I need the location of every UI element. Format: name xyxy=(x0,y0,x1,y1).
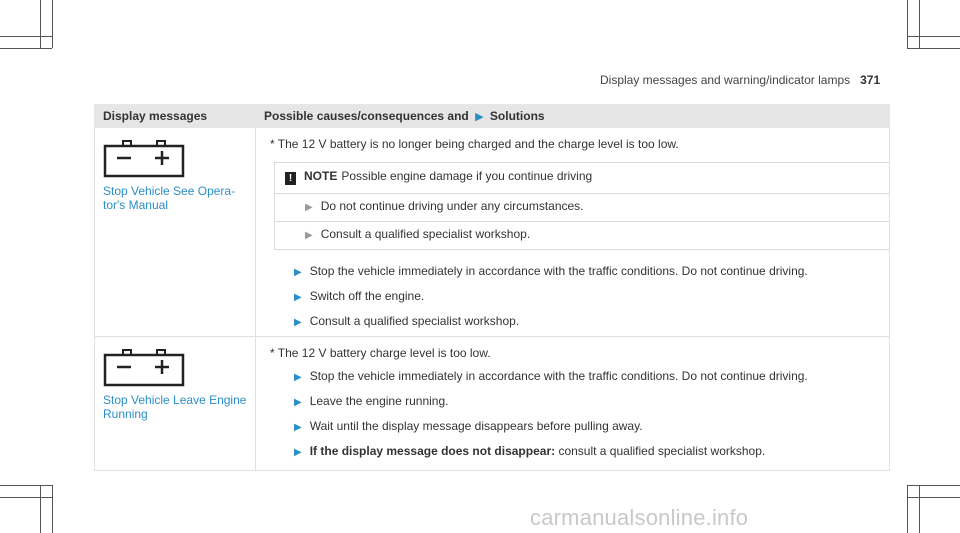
list-item xyxy=(294,444,881,460)
list-item xyxy=(294,394,881,410)
watermark: carmanualsonline.info xyxy=(530,505,749,530)
note-item-text: Consult a qualified specialist workshop. xyxy=(320,227,531,241)
display-message-label: Stop Vehicle Leave Engine Running xyxy=(103,393,247,421)
list-item xyxy=(294,369,881,385)
crop-mark xyxy=(907,36,960,37)
crop-mark xyxy=(907,485,908,533)
note-item-text: Do not continue driving under any circumstances. xyxy=(320,199,584,213)
arrow-right-icon: ▶ xyxy=(475,111,484,123)
table-row xyxy=(95,337,890,471)
list-item xyxy=(275,222,889,249)
list-item xyxy=(294,264,881,280)
arrow-right-icon: ▶ xyxy=(305,230,313,241)
crop-mark xyxy=(907,0,908,48)
note-box xyxy=(274,162,890,250)
solutions-cell xyxy=(256,337,890,471)
crop-mark xyxy=(0,48,52,49)
step-text: Stop the vehicle immediately in accordance with the traffic conditions. Do not continue driving. xyxy=(309,369,808,383)
list-item xyxy=(294,289,881,305)
step-text: Consult a qualified specialist workshop. xyxy=(309,314,520,328)
arrow-right-icon: ▶ xyxy=(305,202,313,213)
column-header-display-messages: Display messages xyxy=(95,105,256,128)
step-text: Switch off the engine. xyxy=(309,289,425,303)
display-message-cell xyxy=(95,337,256,471)
crop-mark xyxy=(0,485,52,486)
crop-mark xyxy=(0,36,52,37)
arrow-right-icon: ▶ xyxy=(294,447,302,458)
crop-mark xyxy=(40,0,41,48)
step-text: Leave the engine running. xyxy=(309,394,449,408)
page-number: 371 xyxy=(860,73,881,87)
crop-mark xyxy=(907,485,960,486)
arrow-right-icon: ▶ xyxy=(294,372,302,383)
cause-text: * The 12 V battery charge level is too low. xyxy=(270,346,491,360)
display-messages-table xyxy=(94,104,890,471)
column-header-solutions-label: Solutions xyxy=(489,109,545,123)
solutions-cell xyxy=(256,128,890,337)
step-text: Wait until the display message disappears before pulling away. xyxy=(309,419,643,433)
table-row xyxy=(95,128,890,337)
arrow-right-icon: ▶ xyxy=(294,397,302,408)
step-condition: If the display message does not disappear: xyxy=(309,444,556,458)
step-text: consult a qualified specialist workshop. xyxy=(555,444,766,458)
running-title: Display messages and warning/indicator lamps xyxy=(600,73,851,87)
note-text: Possible engine damage if you continue driving xyxy=(341,169,593,183)
note-header xyxy=(275,163,889,194)
list-item xyxy=(275,194,889,222)
list-item xyxy=(294,314,881,330)
crop-mark xyxy=(40,485,41,533)
crop-mark xyxy=(919,0,920,48)
list-item xyxy=(294,419,881,435)
crop-mark xyxy=(907,48,960,49)
arrow-right-icon: ▶ xyxy=(294,292,302,303)
display-message-label: Stop Vehicle See Opera- tor's Manual xyxy=(103,184,236,212)
battery-icon xyxy=(103,140,185,178)
crop-mark xyxy=(52,0,53,48)
table-header-row xyxy=(95,105,890,128)
column-header-causes-label: Possible causes/consequences and xyxy=(264,109,469,123)
cause-text: * The 12 V battery is no longer being charged and the charge level is too low. xyxy=(270,137,679,151)
note-title: NOTE xyxy=(304,169,338,183)
crop-mark xyxy=(52,485,53,533)
arrow-right-icon: ▶ xyxy=(294,317,302,328)
step-text: Stop the vehicle immediately in accordance with the traffic conditions. Do not continue driving. xyxy=(309,264,808,278)
battery-icon xyxy=(103,349,185,387)
arrow-right-icon: ▶ xyxy=(294,267,302,278)
arrow-right-icon: ▶ xyxy=(294,422,302,433)
display-message-cell xyxy=(95,128,256,337)
column-header-causes xyxy=(256,105,890,128)
page-header xyxy=(600,73,881,87)
crop-mark xyxy=(907,497,960,498)
crop-mark xyxy=(0,497,52,498)
warning-icon: ! xyxy=(285,172,296,185)
crop-mark xyxy=(919,485,920,533)
